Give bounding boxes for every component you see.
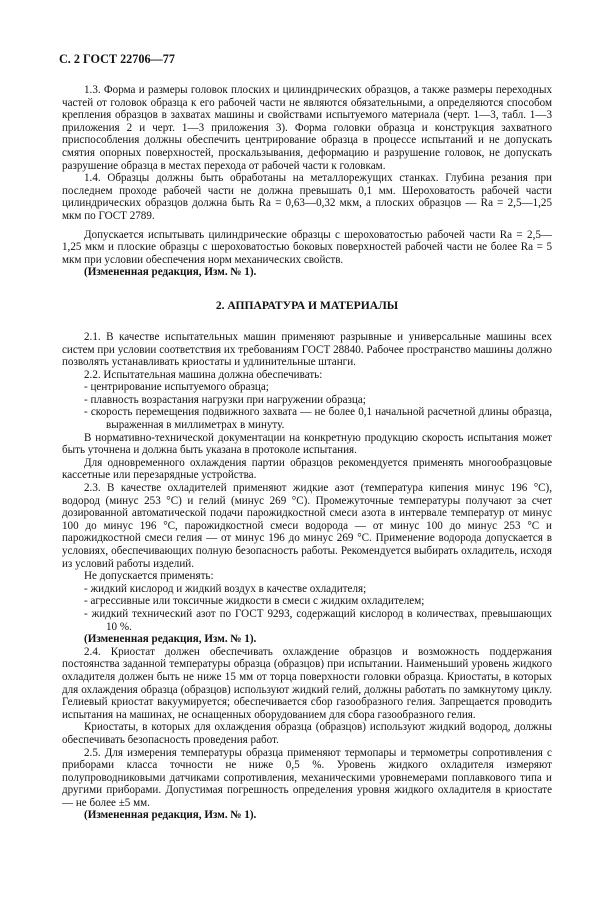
section-title: 2. АППАРАТУРА И МАТЕРИАЛЫ xyxy=(215,298,399,312)
paragraph-2-3: 2.3. В качестве охладителей применяют жидкие азот (температура кипения минус 196 °С), водород (минус 253 °С) и гелий (минус 269 °С). Промежуточные температуры получают за счет дозированной автоматической подачи парожидкостной смеси азота в интервале температур от минус 100 до минус 196 °С, парожидкостной смеси водорода — от минус 100 до минус 253 °С и парожидкостной смеси гелия — от минус 196 до минус 269 °С. Применение водорода допускается в условиях, обеспечивающих полную безопасность работы. Рекомендуется выбирать охладитель, исходя из условий работы изделий. xyxy=(62,482,552,570)
paragraph-1-4-extra: Допускается испытывать цилиндрические образцы с шероховатостью рабочей части Ra = 2,5—1,25 мкм и плоские образцы с шероховатостью боковых поверхностей рабочей части не более Ra = 5 мкм при условии обеспечения норм механических свойств. xyxy=(62,228,552,266)
paragraph-2-2-extra: Для одновременного охлаждения партии образцов рекомендуется применять многообразцовые кассетные или перезарядные устройства. xyxy=(62,456,552,482)
list-item: - жидкий кислород и жидкий воздух в качестве охладителя; xyxy=(84,582,367,595)
paragraph-1-3: 1.3. Форма и размеры головок плоских и цилиндрических образцов, а также размеры переходных частей от головок образца к его рабочей части не являются обязательными, а определяются способом крепления образцов в захватах машины и свойствами испытуемого материала (черт. 1—3, табл. 1—3 приложения 2 и черт. 1—3 приложения 3). Форма головки образца и конструкция захватного приспособления должны обеспечить центрирование образца в процессе испытаний и не допускать смятия опорных поверхностей, проскальзывания, деформацию и разрушение головок, не допускать разрушение образца в местах перехода от рабочей части к головкам. xyxy=(62,84,552,172)
paragraph-2-1: 2.1. В качестве испытательных машин применяют разрывные и универсальные машины всех систем при условии соответствия их требованиям ГОСТ 28840. Рабочее пространство машины должно позволять устанавливать криостаты и удлинительные штанги. xyxy=(62,330,552,369)
paragraph-2-4-extra: Криостаты, в которых для охлаждения образца (образцов) используют жидкий водород, должны обеспечивать безопасность проведения работ. xyxy=(62,721,552,746)
list-item: - жидкий технический азот по ГОСТ 9293, содержащий кислород в количествах, превышающих 10 %. xyxy=(84,607,552,633)
amendment-note: (Измененная редакция, Изм. № 1). xyxy=(84,809,257,822)
amendment-note: (Измененная редакция, Изм. № 1). xyxy=(84,266,257,279)
list-item: - плавность возрастания нагрузки при нагружении образца; xyxy=(84,393,366,406)
amendment-note: (Измененная редакция, Изм. № 1). xyxy=(84,633,257,646)
running-title: С. 2 ГОСТ 22706—77 xyxy=(59,52,175,66)
paragraph-2-2-extra: В нормативно-технической документации на конкретную продукцию скорость испытания может быть уточнена и должна быть указана в протоколе испытания. xyxy=(62,431,552,457)
paragraph-2-2: 2.2. Испытательная машина должна обеспечивать: xyxy=(84,368,323,381)
paragraph-2-4: 2.4. Криостат должен обеспечивать охлаждение образцов и возможность поддержания постоянства заданной температуры образца (образцов) при испытании. Наименьший уровень жидкого охладителя должен быть не ниже 15 мм от торца поверхности головки образца. Криостаты, в которых для охлаждения образца (образцов) используют жидкий гелий, должны работать по замкнутому циклу. Гелиевый криостат вакуумируется; обеспечивается сбор газообразного гелия. Запрещается проводить испытания на машинах, не оснащенных оборудованием для сбора газообразного гелия. xyxy=(62,645,552,721)
paragraph-2-3-lead: Не допускается применять: xyxy=(84,570,214,583)
paragraph-2-5: 2.5. Для измерения температуры образца применяют термопары и термометры сопротивления с приборами класса точности не ниже 0,5 %. Уровень жидкого охладителя измеряют полупроводниковыми датчиками сопротивления, механическими уровнемерами поплавкового типа и другими приборами. Допустимая погрешность определения уровня жидкого охладителя в криостате — не более ±5 мм. xyxy=(62,746,552,809)
list-item: - агрессивные или токсичные жидкости в смеси с жидким охладителем; xyxy=(84,595,425,608)
list-item: - скорость перемещения подвижного захвата — не более 0,1 начальной расчетной длины образца, выраженная в миллиметрах в минуту. xyxy=(84,406,552,432)
paragraph-1-4: 1.4. Образцы должны быть обработаны на металлорежущих станках. Глубина резания при последнем проходе рабочей части не должна превышать 0,1 мм. Шероховатость рабочей части цилиндрических образцов должна быть Ra = 0,63—0,32 мкм, а плоских образцов — Ra = 2,5—1,25 мкм по ГОСТ 2789. xyxy=(62,172,552,222)
list-item: - центрирование испытуемого образца; xyxy=(84,381,269,394)
